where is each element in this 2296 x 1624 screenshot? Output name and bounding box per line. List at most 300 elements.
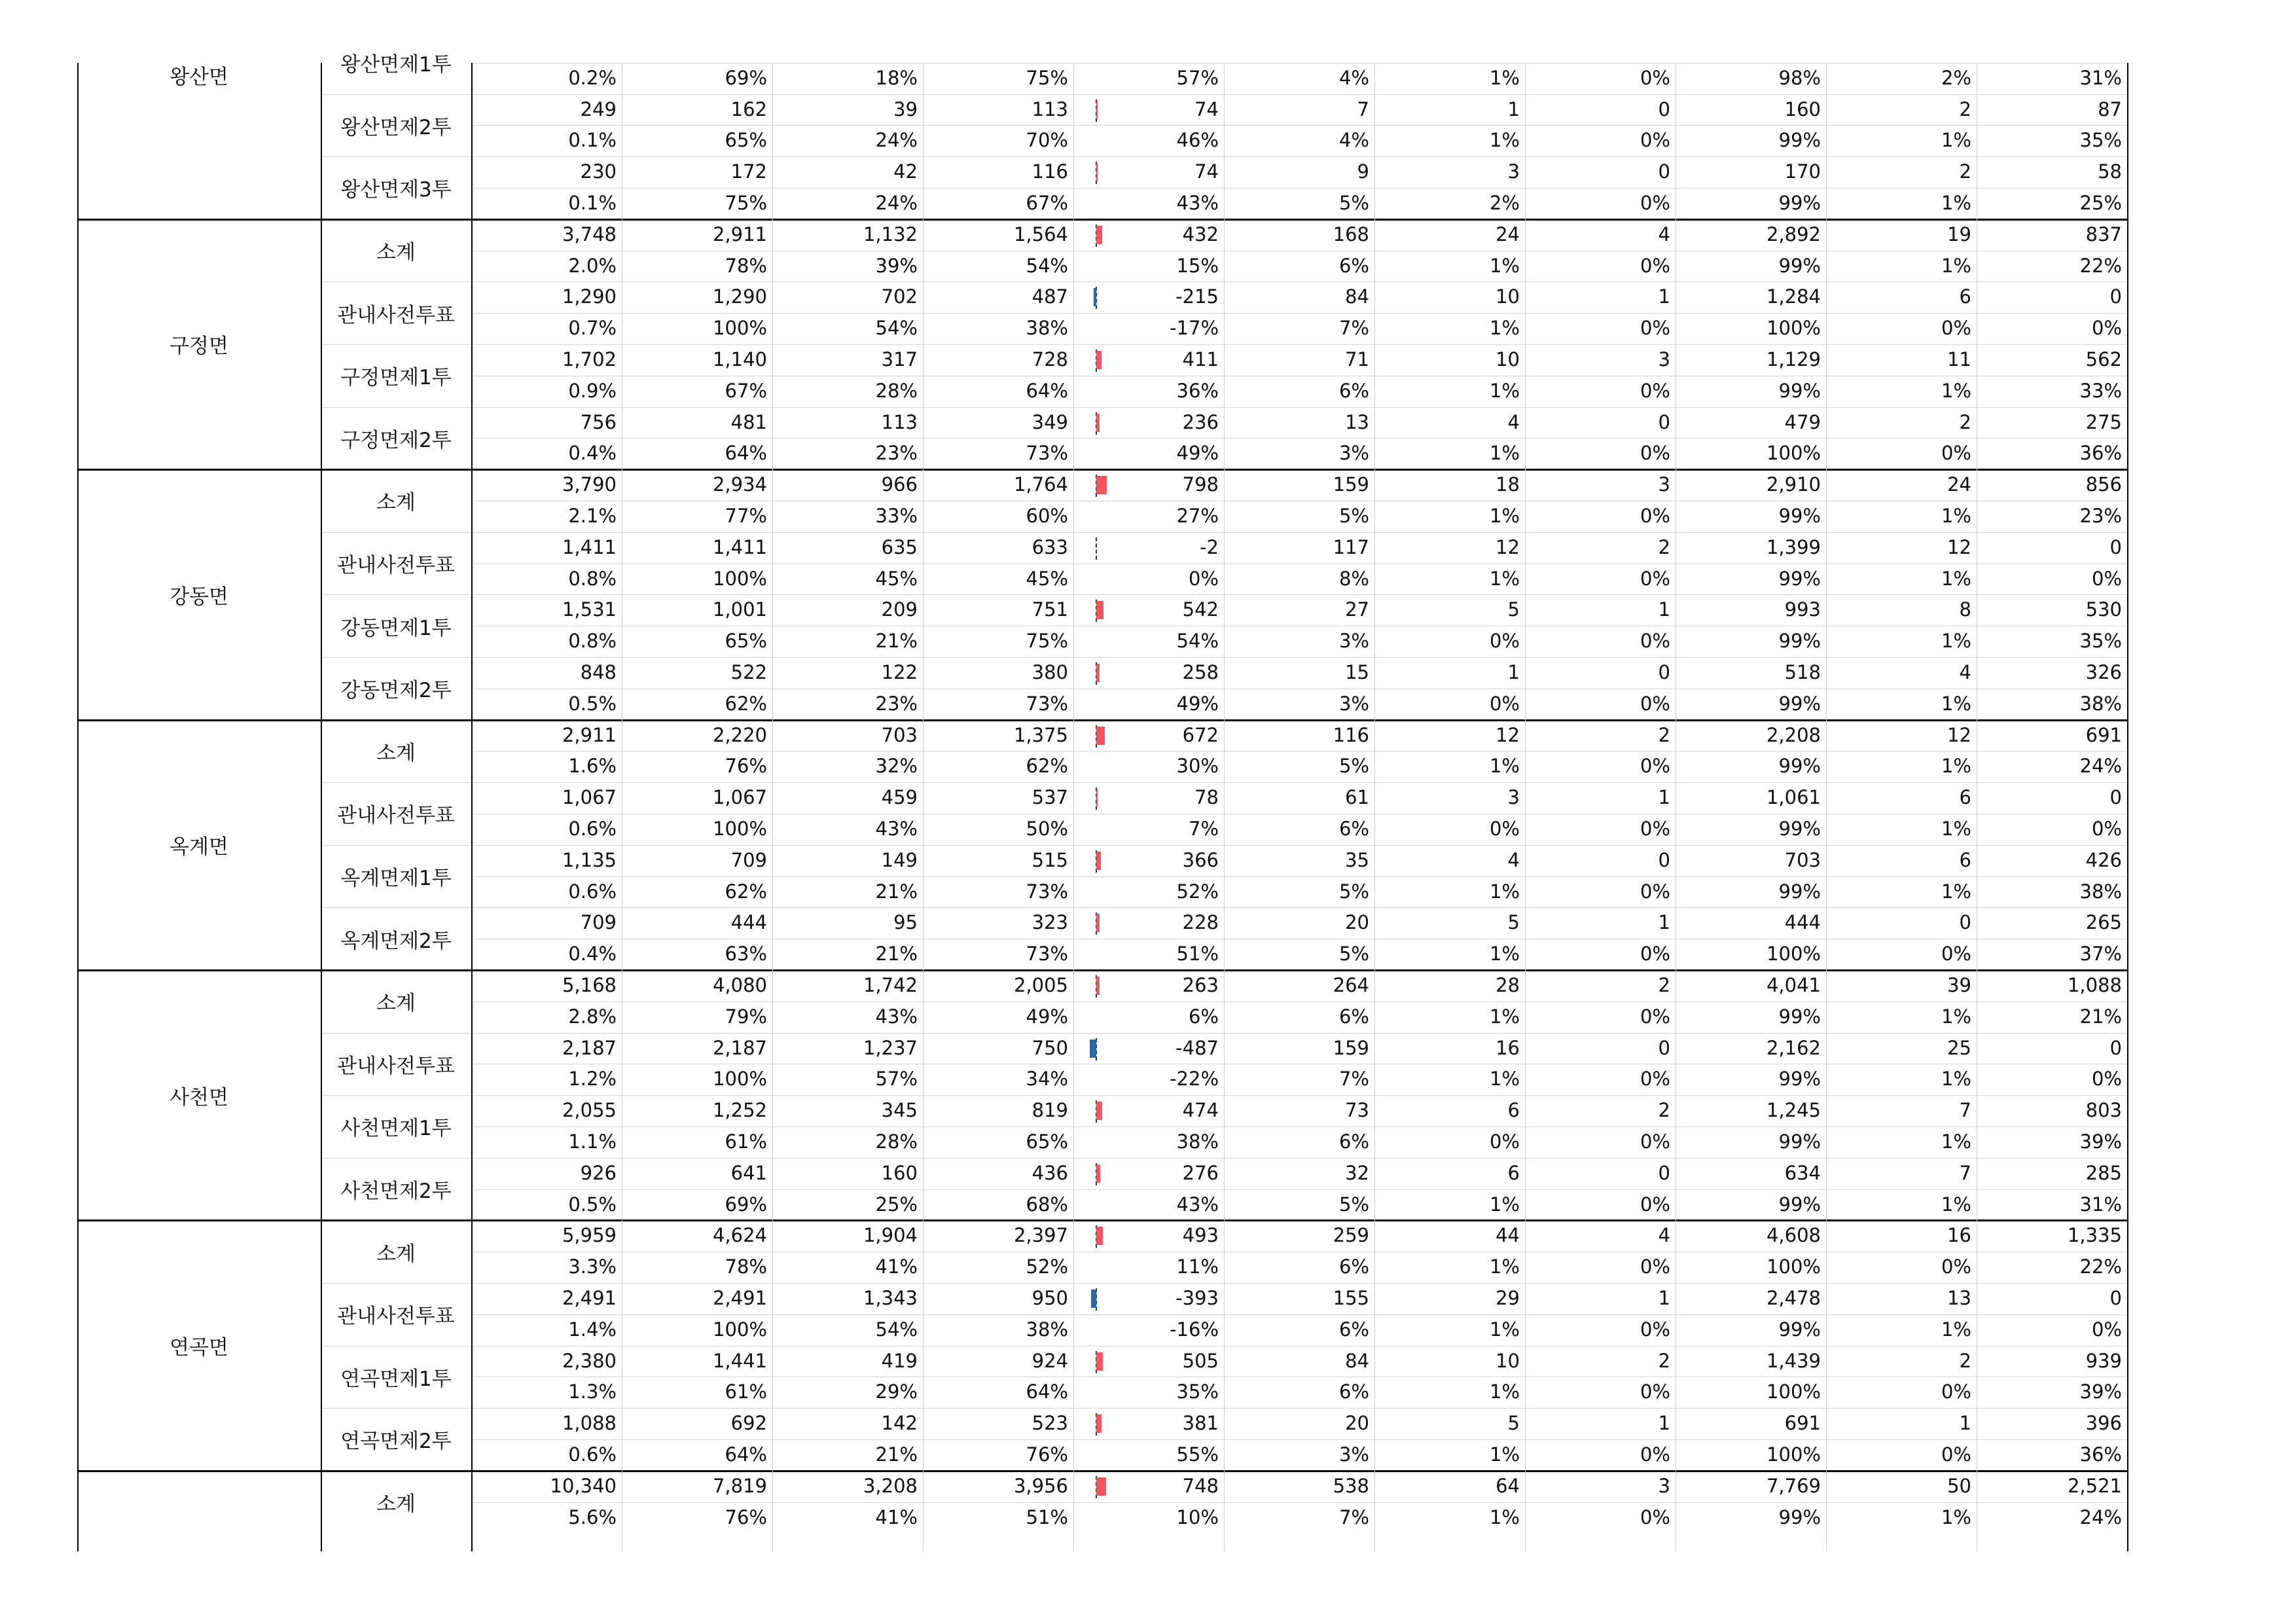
percent-cell: 15% [1176,254,1219,277]
value-cell: 993 [1784,598,1821,621]
percent-cell: 99% [1778,505,1821,527]
percent-cell: 0% [2091,1068,2122,1091]
value-cell: 756 [580,410,617,433]
value-cell: 1,375 [1013,723,1068,746]
percent-cell: 33% [875,505,918,527]
value-cell: 317 [881,348,918,370]
value-cell: 18 [1496,473,1520,496]
value-cell: 4 [1507,848,1520,871]
results-table [77,53,2132,1551]
value-cell: 7,769 [1766,1474,1821,1497]
value-cell: 230 [580,160,617,183]
value-cell: 64 [1496,1474,1520,1497]
value-cell: 2,220 [712,723,767,746]
value-cell: 1,129 [1766,348,1821,370]
value-cell: 13 [1345,410,1369,433]
value-cell: 162 [730,98,767,120]
value-cell: 2,491 [712,1287,767,1309]
percent-cell: 54% [1026,254,1068,277]
percent-cell: 0% [1941,1380,1971,1403]
value-cell: 633 [1031,535,1068,558]
value-cell: 1,290 [562,285,617,308]
value-cell: 562 [2085,348,2122,370]
value-cell: 12 [1947,723,1971,746]
value-cell: 12 [1496,723,1520,746]
percent-cell: 28% [875,379,918,402]
value-cell: 538 [1333,1474,1369,1497]
percent-cell: 0.1% [568,129,617,152]
value-cell: 1,284 [1766,285,1821,308]
value-cell: 635 [881,535,918,558]
value-cell: 0 [1658,661,1670,683]
percent-cell: 36% [1176,379,1219,402]
percent-cell: 1% [1489,1443,1520,1466]
percent-cell: 0% [1640,129,1670,152]
percent-cell: 2.1% [568,505,617,527]
percent-cell: 1% [1941,692,1971,715]
value-cell: 1,411 [562,535,617,558]
percent-cell: 1% [1941,1005,1971,1028]
value-cell: 426 [2085,848,2122,871]
percent-cell: 3% [1338,442,1369,465]
region-label: 강동면 [170,585,228,609]
value-cell: 444 [1784,911,1821,934]
percent-cell: 21% [875,943,918,965]
column-gridline [1374,63,1375,1551]
value-cell: 78 [1194,786,1219,809]
value-cell: 4,080 [712,974,767,996]
value-cell: 692 [730,1412,767,1435]
percent-cell: 21% [875,1443,918,1466]
sub-region-label: 소계 [376,992,416,1016]
value-cell: 3,208 [863,1474,918,1497]
percent-cell: 54% [875,1318,918,1341]
sub-region-label: 소계 [376,241,416,265]
value-cell: 1,001 [712,598,767,621]
value-cell: 323 [1031,911,1068,934]
percent-cell: 99% [1778,567,1821,590]
value-cell: 411 [1182,348,1219,370]
negative-bar [1090,1039,1096,1058]
value-cell: 703 [881,723,918,746]
percent-cell: 2.8% [568,1005,617,1028]
value-cell: 39 [893,98,918,120]
value-cell: 259 [1333,1224,1369,1247]
percent-cell: 0% [1640,317,1670,340]
value-cell: 515 [1031,848,1068,871]
row-separator [471,1189,2127,1190]
value-cell: 1,290 [712,285,767,308]
percent-cell: 100% [1767,1443,1821,1466]
value-cell: 4,608 [1766,1224,1821,1247]
percent-cell: 65% [1026,1130,1068,1153]
value-cell: 4,041 [1766,974,1821,996]
value-cell: 380 [1031,661,1068,683]
value-cell: 432 [1182,223,1219,245]
sub-region-label: 소계 [376,491,416,515]
value-cell: 6 [1507,1099,1520,1122]
value-cell: 2,187 [562,1036,617,1059]
value-cell: 5,959 [562,1224,617,1247]
positive-bar [1096,727,1105,745]
value-cell: 87 [2098,98,2122,120]
percent-cell: 2% [1489,192,1520,214]
value-cell: 381 [1182,1412,1219,1435]
value-cell: 1 [1658,598,1670,621]
percent-cell: 1% [1941,818,1971,840]
value-cell: 2 [1658,1099,1670,1122]
value-cell: 5 [1507,1412,1520,1435]
percent-cell: 1% [1489,943,1520,965]
percent-cell: 1% [1941,880,1971,903]
percent-cell: 1% [1941,1193,1971,1216]
value-cell: 366 [1182,848,1219,871]
positive-bar [1096,1352,1103,1371]
positive-bar [1096,476,1107,494]
negative-bar [1091,1290,1096,1308]
percent-cell: 3% [1338,1443,1369,1466]
positive-bar [1096,1415,1102,1433]
percent-cell: 35% [2079,630,2122,653]
group-separator [77,1219,2127,1221]
percent-cell: 77% [725,505,767,527]
percent-cell: 6% [1338,254,1369,277]
positive-bar [1096,1477,1106,1496]
column-gridline [1525,63,1526,1551]
value-cell: 1 [1507,661,1520,683]
value-cell: 3,748 [562,223,617,245]
percent-cell: 29% [875,1380,918,1403]
percent-cell: 0% [1640,1443,1670,1466]
value-cell: 19 [1947,223,1971,245]
percent-cell: 1% [1941,379,1971,402]
value-cell: 27 [1345,598,1369,621]
value-cell: 1,439 [1766,1349,1821,1372]
percent-cell: 99% [1778,1130,1821,1153]
percent-cell: 21% [2079,1005,2122,1028]
value-cell: 16 [1496,1036,1520,1059]
sub-region-label: 구정면제1투 [340,366,452,390]
percent-cell: 99% [1778,755,1821,778]
value-cell: 542 [1182,598,1219,621]
region-label: 사천면 [170,1085,228,1110]
value-cell: 709 [580,911,617,934]
value-cell: 285 [2085,1161,2122,1184]
percent-cell: 3% [1338,630,1369,653]
percent-cell: 39% [2079,1380,2122,1403]
percent-cell: 5.6% [568,1506,617,1528]
percent-cell: 1% [1489,567,1520,590]
value-cell: 42 [893,160,918,183]
row-separator [471,438,2127,439]
percent-cell: 1% [1489,379,1520,402]
percent-cell: 1% [1941,192,1971,214]
sub-region-label: 연곡면제1투 [340,1367,452,1391]
percent-cell: 0.8% [568,567,617,590]
percent-cell: 22% [2079,1255,2122,1278]
value-cell: 1,067 [562,786,617,809]
percent-cell: 5% [1338,1193,1369,1216]
value-cell: 116 [1031,160,1068,183]
sub-region-label: 왕산면제2투 [340,115,452,139]
value-cell: 84 [1345,1349,1369,1372]
percent-cell: 78% [725,254,767,277]
value-cell: 155 [1333,1287,1369,1309]
percent-cell: 57% [875,1068,918,1091]
percent-cell: 100% [1767,442,1821,465]
percent-cell: 1% [1941,755,1971,778]
value-cell: 691 [1784,1412,1821,1435]
sub-region-label: 강동면제1투 [340,616,452,640]
percent-cell: 1% [1489,317,1520,340]
sub-region-label: 강동면제2투 [340,679,452,703]
percent-cell: 10% [1176,1506,1219,1528]
value-cell: 474 [1182,1099,1219,1122]
value-cell: 3 [1507,160,1520,183]
percent-cell: 52% [1176,880,1219,903]
value-cell: 530 [2085,598,2122,621]
row-separator [471,1439,2127,1440]
value-cell: 1 [1507,98,1520,120]
value-cell: 2 [1658,535,1670,558]
value-cell: 74 [1194,160,1219,183]
value-cell: 10 [1496,348,1520,370]
value-cell: 1,067 [712,786,767,809]
value-cell: 39 [1947,974,1971,996]
value-cell: 634 [1784,1161,1821,1184]
value-cell: 0 [2109,1287,2122,1309]
percent-cell: 0% [1640,66,1670,89]
percent-cell: 2% [1941,66,1971,89]
percent-cell: 0% [1640,880,1670,903]
percent-cell: 1% [1941,254,1971,277]
value-cell: 6 [1507,1161,1520,1184]
value-cell: 116 [1333,723,1369,746]
value-cell: 32 [1345,1161,1369,1184]
percent-cell: 100% [713,317,767,340]
percent-cell: 0% [2091,317,2122,340]
column-border [2127,63,2128,1551]
percent-cell: 1.6% [568,755,617,778]
percent-cell: 0.9% [568,379,617,402]
percent-cell: 36% [2079,1443,2122,1466]
percent-cell: 23% [875,442,918,465]
sub-region-label: 연곡면제2투 [340,1430,452,1454]
percent-cell: 69% [725,66,767,89]
percent-cell: 11% [1176,1255,1219,1278]
value-cell: 672 [1182,723,1219,746]
value-cell: 2 [1959,98,1971,120]
percent-cell: 3.3% [568,1255,617,1278]
percent-cell: 1% [1941,1506,1971,1528]
positive-bar [1096,914,1100,932]
percent-cell: 61% [725,1380,767,1403]
value-cell: 0 [2109,285,2122,308]
percent-cell: 5% [1338,880,1369,903]
percent-cell: 0% [1640,1380,1670,1403]
value-cell: 20 [1345,1412,1369,1435]
percent-cell: 0% [1489,630,1520,653]
percent-cell: 1.3% [568,1380,617,1403]
value-cell: 2 [1959,160,1971,183]
percent-cell: 1% [1489,755,1520,778]
percent-cell: 6% [1338,1318,1369,1341]
percent-cell: 61% [725,1130,767,1153]
percent-cell: 36% [2079,442,2122,465]
percent-cell: -17% [1170,317,1219,340]
percent-cell: 24% [875,192,918,214]
value-cell: 84 [1345,285,1369,308]
percent-cell: 45% [875,567,918,590]
percent-cell: 45% [1026,567,1068,590]
percent-cell: 38% [1176,1130,1219,1153]
value-cell: 1,399 [1766,535,1821,558]
value-cell: 345 [881,1099,918,1122]
value-cell: 2,162 [1766,1036,1821,1059]
percent-cell: 37% [2079,943,2122,965]
group-separator [77,969,2127,971]
value-cell: 236 [1182,410,1219,433]
percent-cell: 0% [1489,692,1520,715]
value-cell: 522 [730,661,767,683]
percent-cell: 25% [2079,192,2122,214]
percent-cell: 8% [1338,567,1369,590]
percent-cell: 43% [1176,192,1219,214]
percent-cell: 23% [875,692,918,715]
value-cell: 0 [2109,1036,2122,1059]
value-cell: 856 [2085,473,2122,496]
row-separator [471,188,2127,189]
value-cell: 4 [1959,661,1971,683]
percent-cell: 0% [1640,1506,1670,1528]
value-cell: 7 [1959,1161,1971,1184]
value-cell: 0 [1658,848,1670,871]
value-cell: 117 [1333,535,1369,558]
percent-cell: 62% [725,880,767,903]
percent-cell: 35% [2079,129,2122,152]
value-cell: 2 [1658,1349,1670,1372]
percent-cell: 21% [875,880,918,903]
column-border [77,63,79,1551]
percent-cell: 34% [1026,1068,1068,1091]
percent-cell: 24% [2079,755,2122,778]
percent-cell: 3% [1338,692,1369,715]
value-cell: 0 [1959,911,1971,934]
value-cell: 10 [1496,285,1520,308]
value-cell: 505 [1182,1349,1219,1372]
positive-bar [1096,1227,1103,1245]
sub-region-label: 소계 [376,1242,416,1266]
value-cell: 1,441 [712,1349,767,1372]
positive-bar [1096,351,1102,369]
sub-region-label: 구정면제2투 [340,428,452,452]
sub-region-label: 관내사전투표 [337,804,455,828]
percent-cell: 76% [725,755,767,778]
percent-cell: 0% [1640,379,1670,402]
percent-cell: 51% [1026,1506,1068,1528]
value-cell: 2,187 [712,1036,767,1059]
percent-cell: 0% [1640,567,1670,590]
value-cell: 1,904 [863,1224,918,1247]
percent-cell: 99% [1778,818,1821,840]
percent-cell: 0% [1640,442,1670,465]
percent-cell: 0.1% [568,192,617,214]
value-cell: 950 [1031,1287,1068,1309]
sub-region-label: 관내사전투표 [337,303,455,327]
sub-region-label: 사천면제1투 [340,1117,452,1141]
percent-cell: 1.4% [568,1318,617,1341]
value-cell: 1,343 [863,1287,918,1309]
column-border [471,63,473,1551]
percent-cell: 0% [1640,1318,1670,1341]
percent-cell: 100% [713,1068,767,1091]
percent-cell: 1% [1489,1255,1520,1278]
percent-cell: 23% [2079,505,2122,527]
value-cell: 170 [1784,160,1821,183]
percent-cell: 64% [725,1443,767,1466]
percent-cell: 60% [1026,505,1068,527]
value-cell: 2,005 [1013,974,1068,996]
value-cell: 276 [1182,1161,1219,1184]
value-cell: 0 [2109,535,2122,558]
percent-cell: 99% [1778,1068,1821,1091]
percent-cell: 0.7% [568,317,617,340]
percent-cell: 4% [1338,129,1369,152]
percent-cell: 38% [2079,692,2122,715]
value-cell: 0 [1658,1161,1670,1184]
value-cell: 122 [881,661,918,683]
percent-cell: 39% [2079,1130,2122,1153]
percent-cell: 49% [1176,442,1219,465]
value-cell: 258 [1182,661,1219,683]
value-cell: 1 [1658,1412,1670,1435]
percent-cell: 6% [1338,1130,1369,1153]
group-separator [77,1470,2127,1472]
percent-cell: 5% [1338,755,1369,778]
positive-bar [1096,226,1102,244]
percent-cell: 79% [725,1005,767,1028]
value-cell: 926 [580,1161,617,1184]
percent-cell: 35% [1176,1380,1219,1403]
value-cell: 0 [1658,410,1670,433]
sub-region-label: 관내사전투표 [337,554,455,578]
percent-cell: 25% [875,1193,918,1216]
value-cell: 751 [1031,598,1068,621]
value-cell: 1,702 [562,348,617,370]
value-cell: 1,252 [712,1099,767,1122]
value-cell: 29 [1496,1287,1520,1309]
percent-cell: 0.5% [568,692,617,715]
value-cell: 9 [1357,160,1369,183]
percent-cell: 64% [725,442,767,465]
percent-cell: 73% [1026,880,1068,903]
percent-cell: 1.2% [568,1068,617,1091]
value-cell: 61 [1345,786,1369,809]
percent-cell: 6% [1338,1005,1369,1028]
value-cell: 2,208 [1766,723,1821,746]
percent-cell: 1% [1489,1005,1520,1028]
percent-cell: 1% [1489,442,1520,465]
percent-cell: 100% [713,567,767,590]
percent-cell: 0.5% [568,1193,617,1216]
row-separator [471,876,2127,877]
value-cell: 263 [1182,974,1219,996]
percent-cell: 54% [875,317,918,340]
value-cell: 1,742 [863,974,918,996]
positive-bar [1096,1164,1100,1183]
value-cell: 95 [893,911,918,934]
value-cell: 4,624 [712,1224,767,1247]
